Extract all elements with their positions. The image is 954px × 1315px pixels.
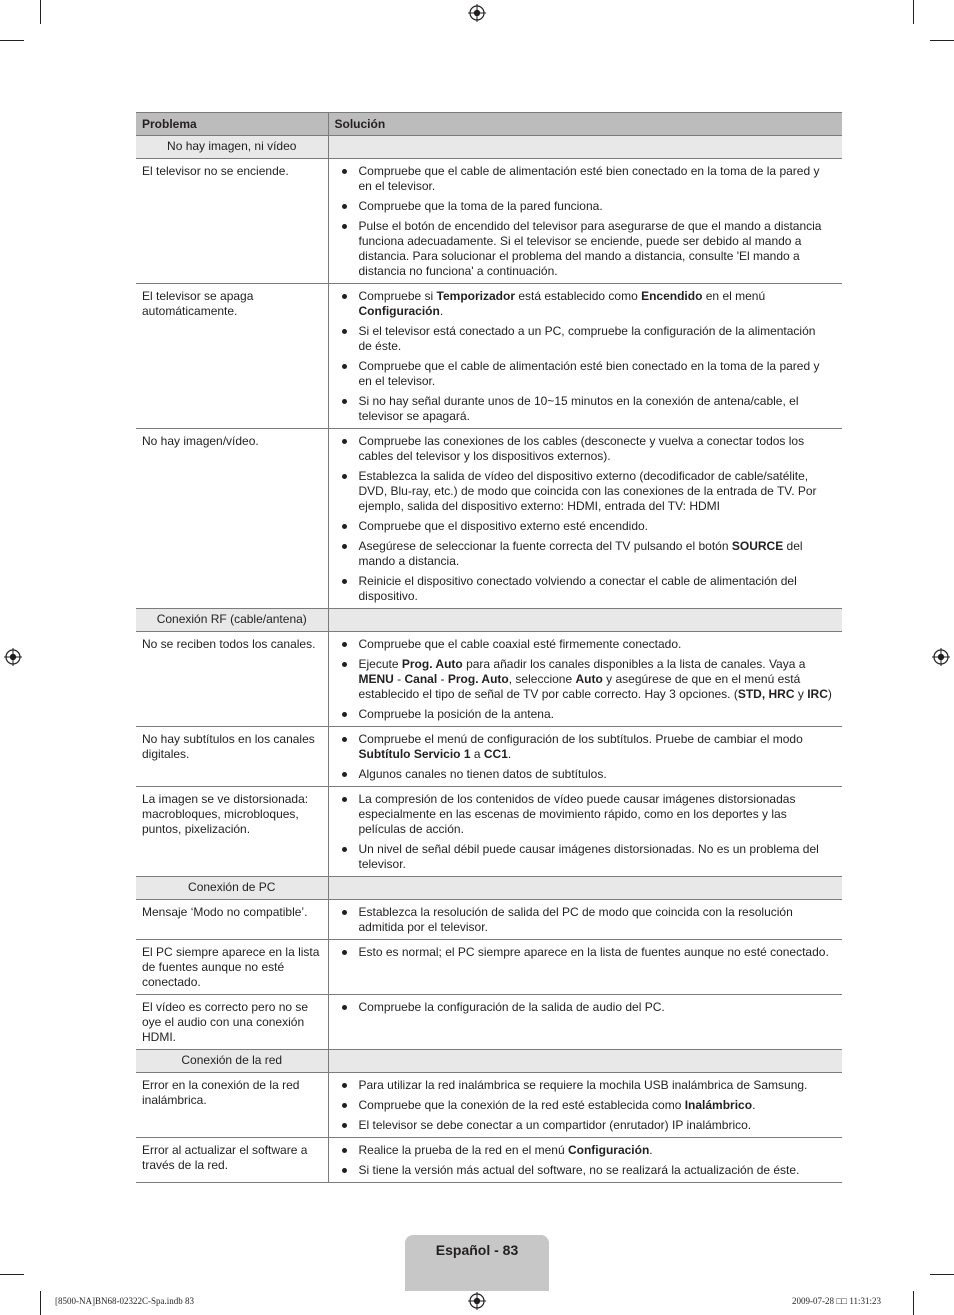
table-row <box>136 632 842 727</box>
problem-cell: Error en la conexión de la red inalámbrica. <box>136 1073 328 1138</box>
table-row <box>136 284 842 429</box>
solution-item: Compruebe que el cable coaxial esté firmemente conectado. <box>335 637 833 652</box>
registration-mark-icon <box>4 648 22 666</box>
problem-cell: El televisor se apaga automáticamente. <box>136 284 328 429</box>
crop-mark <box>0 40 24 41</box>
solution-item: Pulse el botón de encendido del televisor para asegurarse de que el mando a distancia funciona adecuadamente. Si el televisor se enciende, puede ser debido al mando a distancia. Para solucionar el problema del mando a distancia, consulte 'El mando a distancia no funciona' a continuación. <box>335 219 833 279</box>
solution-cell <box>328 1073 842 1138</box>
solution-list <box>335 945 833 960</box>
header-solution: Solución <box>328 113 842 136</box>
crop-mark <box>913 0 914 24</box>
solution-item: Compruebe la posición de la antena. <box>335 707 833 722</box>
troubleshooting-table <box>136 112 842 1183</box>
solution-cell <box>328 727 842 787</box>
solution-list <box>335 1143 833 1178</box>
solution-cell <box>328 1138 842 1183</box>
solution-item: La compresión de los contenidos de vídeo puede causar imágenes distorsionadas especialmente en las escenas de movimiento rápido, como en los deportes y las películas de acción. <box>335 792 833 837</box>
section-row <box>136 136 842 159</box>
table-body <box>136 136 842 1183</box>
solution-cell <box>328 632 842 727</box>
solution-item: Para utilizar la red inalámbrica se requiere la mochila USB inalámbrica de Samsung. <box>335 1078 833 1093</box>
problem-cell: Mensaje ‘Modo no compatible’. <box>136 900 328 940</box>
table-row <box>136 995 842 1050</box>
problem-cell: No hay imagen/vídeo. <box>136 429 328 609</box>
table-row <box>136 429 842 609</box>
problem-cell: El PC siempre aparece en la lista de fuentes aunque no esté conectado. <box>136 940 328 995</box>
section-empty-cell <box>328 609 842 632</box>
footer-file-info: [8500-NA]BN68-02322C-Spa.indb 83 <box>55 1296 194 1306</box>
crop-mark <box>930 40 954 41</box>
section-empty-cell <box>328 136 842 159</box>
solution-item: Compruebe el menú de configuración de los subtítulos. Pruebe de cambiar el modo Subtítulo Servicio 1 a CC1. <box>335 732 833 762</box>
solution-item: Establezca la resolución de salida del PC de modo que coincida con la resolución admitida por el televisor. <box>335 905 833 935</box>
solution-item: Compruebe la configuración de la salida de audio del PC. <box>335 1000 833 1015</box>
crop-mark <box>40 1291 41 1315</box>
section-row <box>136 877 842 900</box>
solution-cell <box>328 995 842 1050</box>
header-problem: Problema <box>136 113 328 136</box>
table-row <box>136 1138 842 1183</box>
solution-item: Compruebe si Temporizador está establecido como Encendido en el menú Configuración. <box>335 289 833 319</box>
solution-cell <box>328 900 842 940</box>
solution-list <box>335 732 833 782</box>
registration-mark-icon <box>932 648 950 666</box>
section-row <box>136 609 842 632</box>
solution-list <box>335 792 833 872</box>
section-title: Conexión de la red <box>136 1050 328 1073</box>
problem-cell: No se reciben todos los canales. <box>136 632 328 727</box>
section-empty-cell <box>328 877 842 900</box>
section-row <box>136 1050 842 1073</box>
solution-cell <box>328 787 842 877</box>
solution-item: Compruebe que el cable de alimentación esté bien conectado en la toma de la pared y en el televisor. <box>335 164 833 194</box>
table-row <box>136 940 842 995</box>
problem-cell: Error al actualizar el software a través de la red. <box>136 1138 328 1183</box>
footer-timestamp: 2009-07-28 □□ 11:31:23 <box>792 1296 882 1306</box>
problem-cell: La imagen se ve distorsionada: macrobloques, microbloques, puntos, pixelización. <box>136 787 328 877</box>
registration-mark-icon <box>468 4 486 22</box>
solution-item: Algunos canales no tienen datos de subtítulos. <box>335 767 833 782</box>
solution-item: Si no hay señal durante unos de 10~15 minutos en la conexión de antena/cable, el televisor se apagará. <box>335 394 833 424</box>
solution-list <box>335 289 833 424</box>
solution-cell <box>328 940 842 995</box>
crop-mark <box>40 0 41 24</box>
solution-list <box>335 905 833 935</box>
table-row <box>136 900 842 940</box>
solution-cell <box>328 159 842 284</box>
solution-item: Si tiene la versión más actual del software, no se realizará la actualización de éste. <box>335 1163 833 1178</box>
solution-item: Un nivel de señal débil puede causar imágenes distorsionadas. No es un problema del televisor. <box>335 842 833 872</box>
solution-list <box>335 1000 833 1015</box>
solution-item: Asegúrese de seleccionar la fuente correcta del TV pulsando el botón SOURCE del mando a distancia. <box>335 539 833 569</box>
crop-mark <box>930 1274 954 1275</box>
solution-list <box>335 164 833 279</box>
solution-item: Reinicie el dispositivo conectado volviendo a conectar el cable de alimentación del dispositivo. <box>335 574 833 604</box>
table-row <box>136 727 842 787</box>
section-title: Conexión RF (cable/antena) <box>136 609 328 632</box>
solution-list <box>335 637 833 722</box>
solution-item: Compruebe las conexiones de los cables (desconecte y vuelva a conectar todos los cables del televisor y los dispositivos externos). <box>335 434 833 464</box>
crop-mark <box>913 1291 914 1315</box>
solution-item: Compruebe que la conexión de la red esté establecida como Inalámbrico. <box>335 1098 833 1113</box>
solution-cell <box>328 429 842 609</box>
problem-cell: El vídeo es correcto pero no se oye el audio con una conexión HDMI. <box>136 995 328 1050</box>
solution-item: El televisor se debe conectar a un compartidor (enrutador) IP inalámbrico. <box>335 1118 833 1133</box>
section-title: No hay imagen, ni vídeo <box>136 136 328 159</box>
section-empty-cell <box>328 1050 842 1073</box>
solution-item: Compruebe que la toma de la pared funciona. <box>335 199 833 214</box>
solution-list <box>335 434 833 604</box>
solution-item: Establezca la salida de vídeo del dispositivo externo (decodificador de cable/satélite, DVD, Blu-ray, etc.) de modo que coincida con las conexiones de la entrada de TV. Por ejemplo, salida del dispositivo externo: HDMI, entrada del TV: HDMI <box>335 469 833 514</box>
crop-mark <box>0 1274 24 1275</box>
solution-item: Compruebe que el dispositivo externo esté encendido. <box>335 519 833 534</box>
solution-item: Compruebe que el cable de alimentación esté bien conectado en la toma de la pared y en el televisor. <box>335 359 833 389</box>
table-row <box>136 1073 842 1138</box>
solution-cell <box>328 284 842 429</box>
section-title: Conexión de PC <box>136 877 328 900</box>
page-number: Español - 83 <box>435 1242 519 1258</box>
problem-cell: El televisor no se enciende. <box>136 159 328 284</box>
table-row <box>136 159 842 284</box>
solution-item: Si el televisor está conectado a un PC, compruebe la configuración de la alimentación de éste. <box>335 324 833 354</box>
solution-item: Esto es normal; el PC siempre aparece en la lista de fuentes aunque no esté conectado. <box>335 945 833 960</box>
table-header-row <box>136 113 842 136</box>
solution-list <box>335 1078 833 1133</box>
solution-item: Ejecute Prog. Auto para añadir los canales disponibles a la lista de canales. Vaya a MENU - Canal - Prog. Auto, seleccione Auto y asegúrese de que en el menú está establecido el tipo de señal de TV por cable correcto. Hay 3 opciones. (STD, HRC y IRC) <box>335 657 833 702</box>
registration-mark-icon <box>468 1292 486 1310</box>
table-row <box>136 787 842 877</box>
solution-item: Realice la prueba de la red en el menú Configuración. <box>335 1143 833 1158</box>
problem-cell: No hay subtítulos en los canales digitales. <box>136 727 328 787</box>
